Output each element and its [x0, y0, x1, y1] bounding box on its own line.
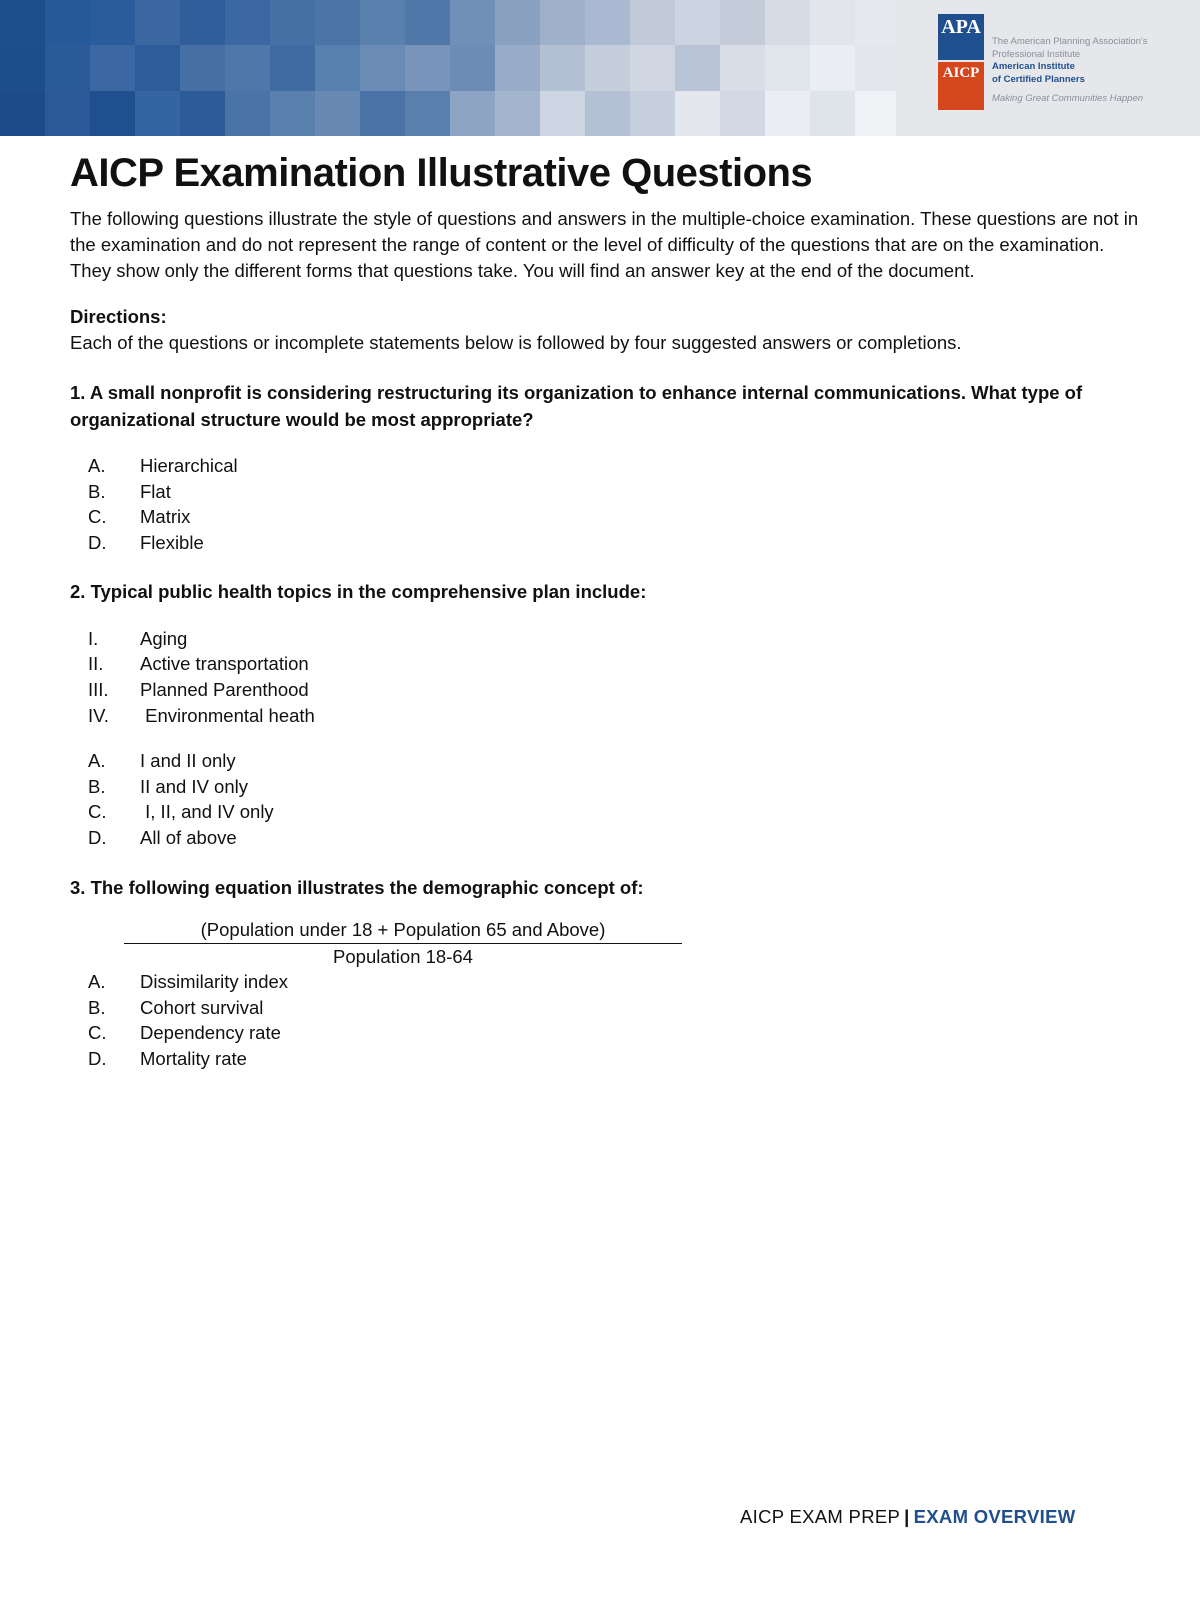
page-footer	[740, 1506, 1076, 1528]
mosaic-tile	[360, 45, 405, 90]
intro-paragraph: The following questions illustrate the style of questions and answers in the multiple-choice examination. These questions are not in the examination and do not represent the range of content or the level of difficulty of the questions that are on the examination. They show only the different forms that questions take. You will find an answer key at the end of the document.	[70, 208, 1139, 281]
mosaic-tile	[495, 45, 540, 90]
mosaic-tile	[90, 45, 135, 90]
option-letter: D.	[88, 827, 107, 849]
mosaic-tile	[495, 0, 540, 45]
item-text: Planned Parenthood	[140, 679, 309, 701]
question-1-options	[70, 453, 1140, 555]
item-text: Environmental heath	[140, 704, 315, 726]
aicp-logo-text: AICP	[942, 65, 980, 81]
mosaic-tile	[855, 45, 900, 90]
mosaic-tile	[630, 91, 675, 136]
footer-right: EXAM OVERVIEW	[913, 1506, 1076, 1527]
question-1: 1. A small nonprofit is considering restructuring its organization to enhance internal communications. What type of organizational structure would be most appropriate?	[70, 382, 1083, 430]
mosaic-tile	[720, 91, 765, 136]
mosaic-tile	[810, 45, 855, 90]
option-letter: C.	[88, 801, 107, 823]
mosaic-tile	[765, 91, 810, 136]
question-3-options	[70, 969, 1140, 1071]
mosaic-tile	[225, 0, 270, 45]
equation-numerator: (Population under 18 + Population 65 and Above)	[124, 917, 682, 944]
mosaic-tile	[720, 0, 765, 45]
mosaic-tile	[405, 91, 450, 136]
option-letter: A.	[88, 455, 106, 476]
option-text: Dependency rate	[140, 1022, 281, 1044]
mosaic-tile	[180, 0, 225, 45]
list-item	[88, 626, 1140, 652]
option-letter: C.	[88, 1022, 107, 1044]
option-text: Matrix	[140, 506, 191, 528]
mosaic-tile	[135, 0, 180, 45]
mosaic-tile	[675, 91, 720, 136]
aicp-logo	[938, 62, 984, 110]
item-text: Aging	[140, 627, 188, 649]
mosaic-tile	[270, 45, 315, 90]
footer-separator: |	[904, 1506, 910, 1527]
option-text: Cohort survival	[140, 996, 264, 1018]
equation	[124, 917, 682, 969]
apa-logo-text: APA	[941, 16, 981, 38]
list-item	[88, 479, 1140, 505]
item-text: Active transportation	[140, 653, 309, 675]
mosaic-tile	[810, 91, 855, 136]
mosaic-tile	[720, 45, 765, 90]
option-letter: D.	[88, 531, 107, 553]
question-3: 3. The following equation illustrates the demographic concept of:	[70, 876, 644, 898]
mosaic-tile	[135, 45, 180, 90]
apa-logo	[938, 14, 984, 60]
item-numeral: I.	[88, 627, 99, 649]
mosaic-tile	[225, 45, 270, 90]
mosaic-tile	[630, 45, 675, 90]
option-text: I and II only	[140, 750, 236, 772]
list-item	[88, 504, 1140, 530]
header-banner	[0, 0, 1200, 136]
mosaic-tile	[90, 0, 135, 45]
list-item	[88, 453, 1140, 479]
mosaic-tile	[45, 0, 90, 45]
mosaic-tile	[225, 91, 270, 136]
document-body	[70, 146, 1140, 1072]
directions-heading: Directions:	[70, 306, 167, 327]
mosaic-tile	[540, 91, 585, 136]
mosaic-tile	[495, 91, 540, 136]
option-letter: A.	[88, 750, 106, 772]
item-numeral: II.	[88, 653, 104, 675]
option-letter: D.	[88, 1047, 107, 1069]
list-item	[88, 703, 1140, 729]
mosaic-tile	[450, 45, 495, 90]
mosaic-tile	[360, 0, 405, 45]
mosaic-tile	[585, 45, 630, 90]
mosaic-tile	[540, 0, 585, 45]
list-item	[88, 774, 1140, 800]
mosaic-tile	[315, 0, 360, 45]
option-text: Flexible	[140, 531, 204, 553]
option-text: Hierarchical	[140, 455, 238, 476]
mosaic-tile	[315, 45, 360, 90]
list-item	[88, 1046, 1140, 1072]
mosaic-tile	[585, 91, 630, 136]
footer-left: AICP EXAM PREP	[740, 1506, 901, 1527]
org-line-1: The American Planning Association's	[992, 36, 1148, 47]
list-item	[88, 677, 1140, 703]
mosaic-tile	[540, 45, 585, 90]
list-item	[88, 651, 1140, 677]
list-item	[88, 1020, 1140, 1046]
option-letter: B.	[88, 775, 106, 797]
mosaic-tile	[270, 91, 315, 136]
org-description	[992, 36, 1147, 106]
question-2: 2. Typical public health topics in the comprehensive plan include:	[70, 581, 647, 603]
mosaic-tile	[630, 0, 675, 45]
mosaic-tile	[675, 0, 720, 45]
option-text: II and IV only	[140, 775, 248, 797]
mosaic-tile	[45, 91, 90, 136]
mosaic-tile	[405, 45, 450, 90]
mosaic-tile	[585, 0, 630, 45]
mosaic-tile	[405, 0, 450, 45]
mosaic-tile	[675, 45, 720, 90]
page-title: AICP Examination Illustrative Questions	[70, 151, 813, 195]
item-numeral: III.	[88, 679, 109, 701]
mosaic-tile	[90, 91, 135, 136]
option-text: All of above	[140, 827, 237, 849]
mosaic-tile	[450, 0, 495, 45]
option-text: Mortality rate	[140, 1047, 247, 1069]
option-text: Flat	[140, 480, 171, 502]
mosaic-tile	[180, 45, 225, 90]
mosaic-tile	[855, 0, 900, 45]
list-item	[88, 995, 1140, 1021]
mosaic-tile	[0, 0, 45, 45]
list-item	[88, 799, 1140, 825]
list-item	[88, 969, 1140, 995]
mosaic-tile	[135, 91, 180, 136]
banner-mosaic	[0, 0, 900, 136]
mosaic-tile	[765, 0, 810, 45]
option-text: I, II, and IV only	[140, 801, 274, 823]
org-line-2: Professional Institute	[992, 48, 1081, 60]
option-letter: A.	[88, 971, 106, 993]
option-letter: B.	[88, 996, 106, 1018]
option-text: Dissimilarity index	[140, 971, 289, 993]
mosaic-tile	[810, 0, 855, 45]
mosaic-tile	[450, 91, 495, 136]
org-line-4: of Certified Planners	[992, 73, 1085, 85]
option-letter: C.	[88, 506, 107, 528]
item-numeral: IV.	[88, 704, 109, 726]
question-2-options	[70, 748, 1140, 850]
mosaic-tile	[270, 0, 315, 45]
mosaic-tile	[180, 91, 225, 136]
mosaic-tile	[765, 45, 810, 90]
mosaic-tile	[855, 91, 900, 136]
mosaic-tile	[45, 45, 90, 90]
mosaic-tile	[0, 91, 45, 136]
option-letter: B.	[88, 480, 106, 502]
list-item	[88, 748, 1140, 774]
question-2-items	[70, 626, 1140, 728]
equation-denominator: Population 18-64	[333, 945, 473, 967]
list-item	[88, 825, 1140, 851]
directions-text: Each of the questions or incomplete statements below is followed by four suggested answers or completions.	[70, 332, 962, 353]
org-line-3: American Institute	[992, 61, 1075, 72]
mosaic-tile	[315, 91, 360, 136]
mosaic-tile	[360, 91, 405, 136]
mosaic-tile	[0, 45, 45, 90]
tagline: Making Great Communities Happen	[992, 93, 1144, 104]
list-item	[88, 530, 1140, 556]
